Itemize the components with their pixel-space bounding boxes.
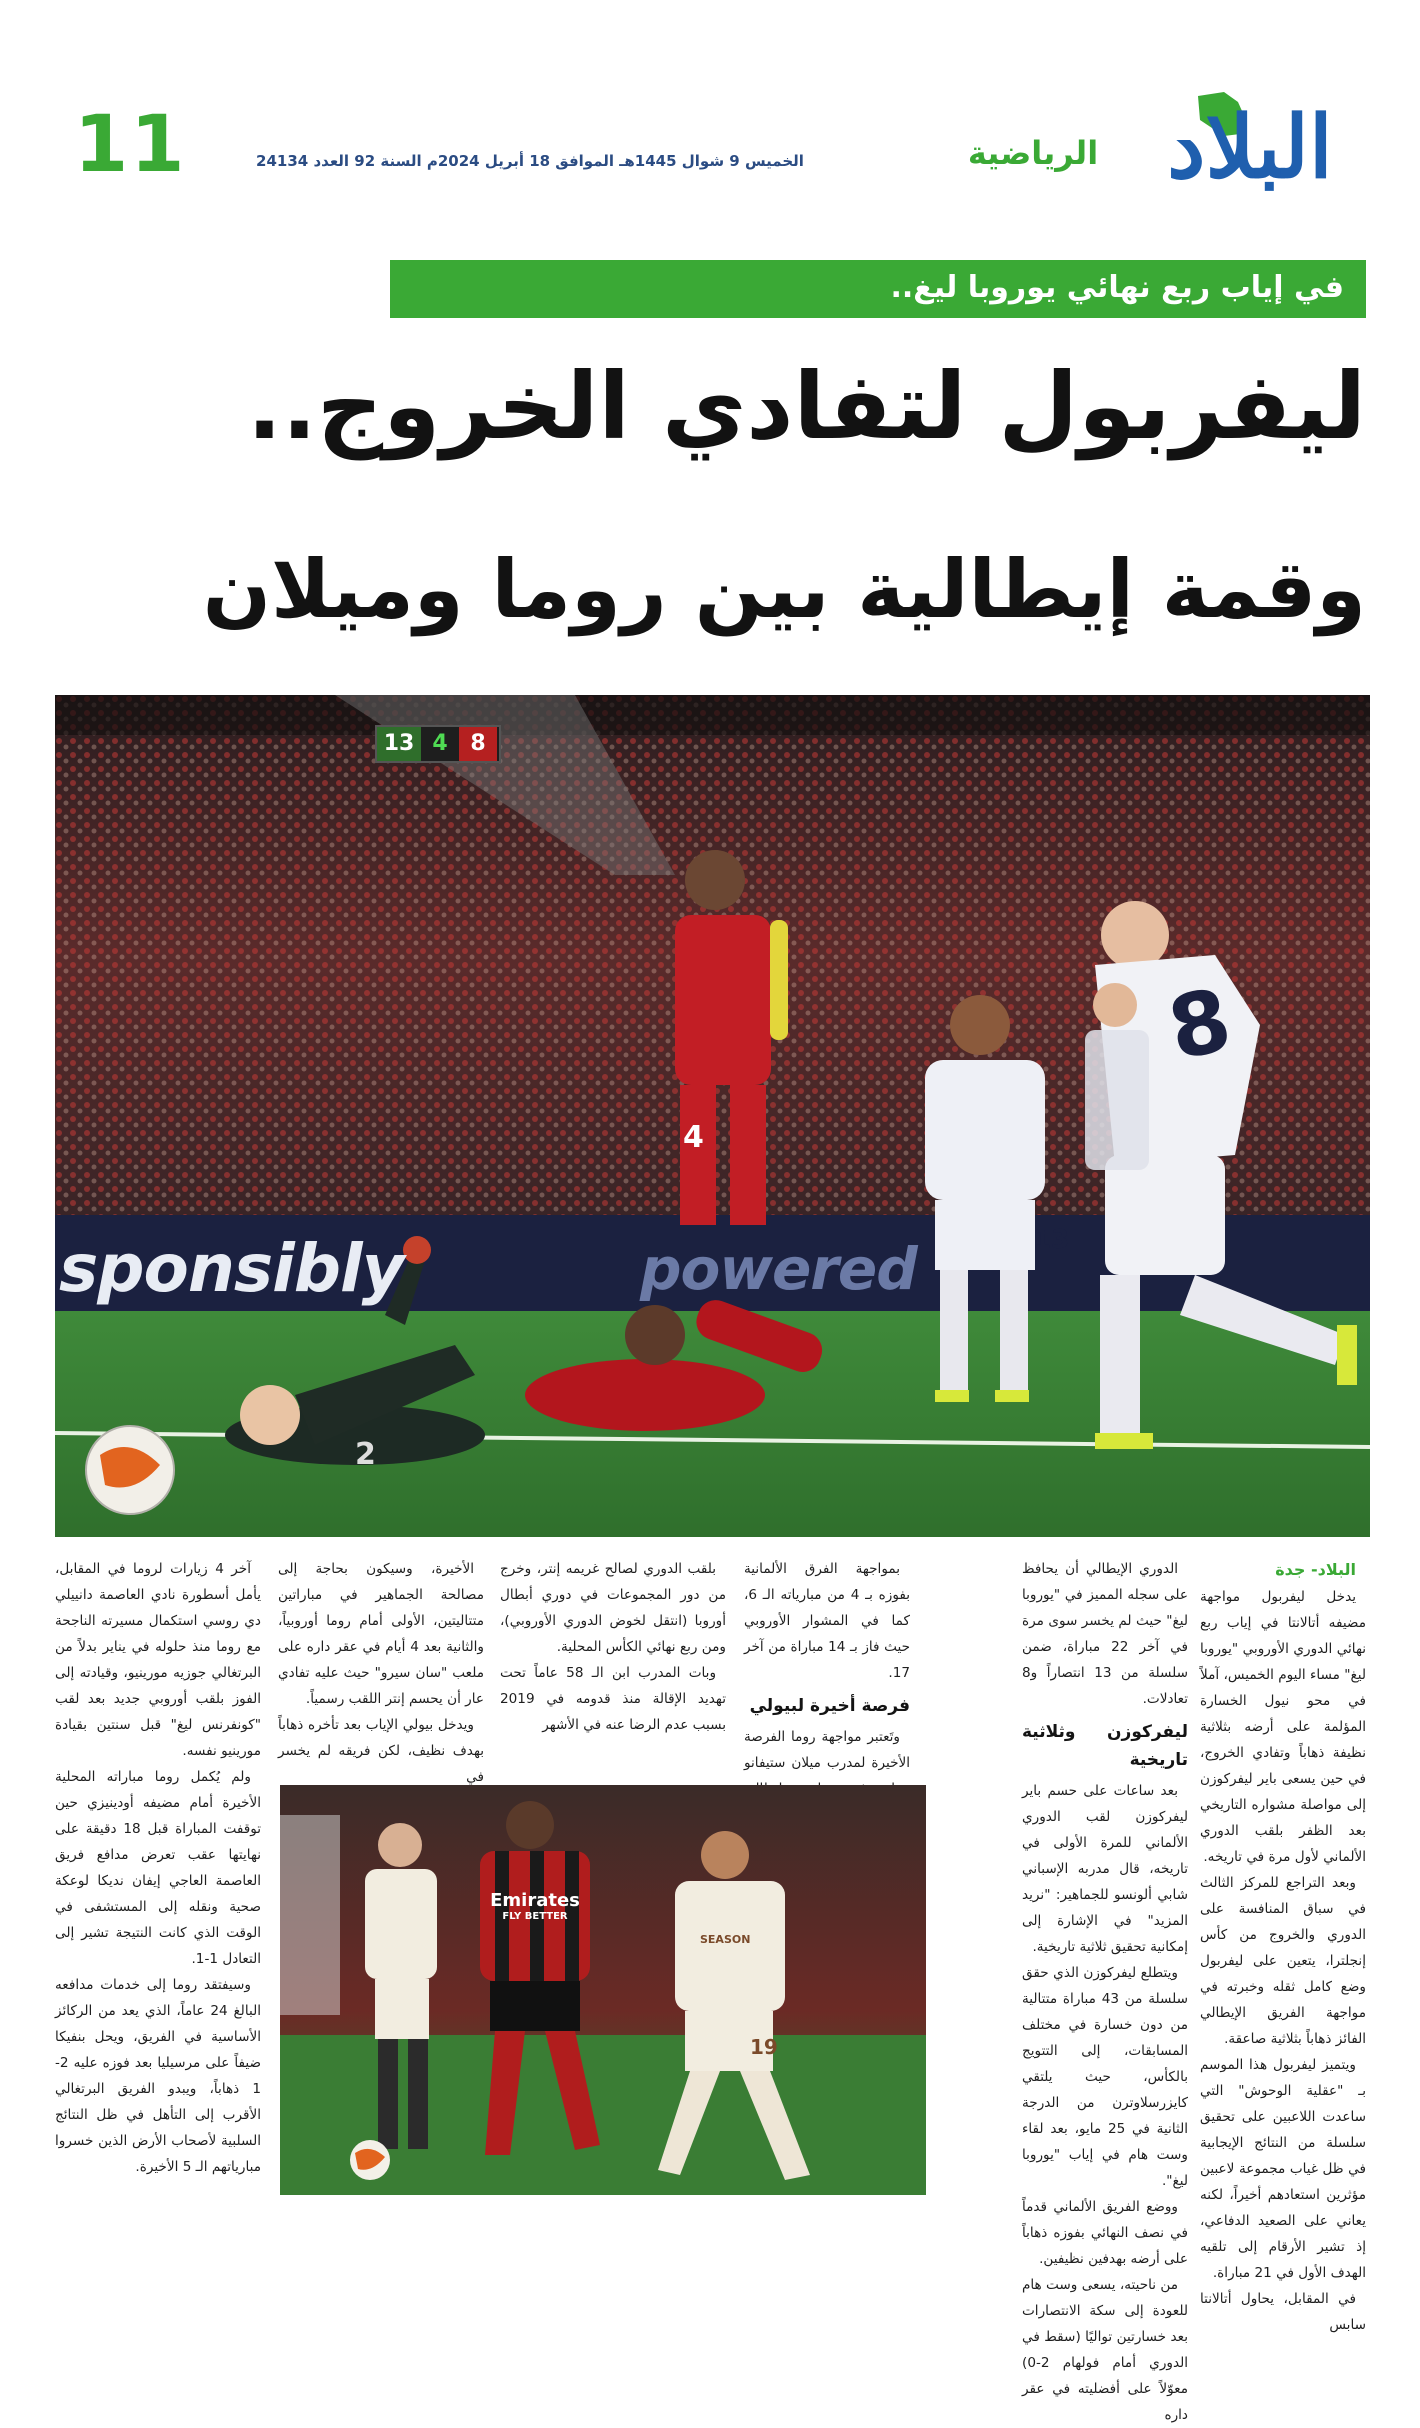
article-column-4 xyxy=(500,1556,726,1778)
ad-board-text-left: sponsibly xyxy=(59,1230,404,1307)
paragraph: في المقابل، يحاول أتالانتا سابس xyxy=(1200,2291,1366,2333)
ad-board-text-right: powered xyxy=(640,1235,917,1303)
secondary-headline: وقمة إيطالية بين روما وميلان xyxy=(202,543,1366,636)
milan-roma-scene xyxy=(280,1785,926,2195)
article-column-6 xyxy=(55,1556,261,2216)
article-column-5 xyxy=(278,1556,484,1785)
paragraph: ولم يُكمل روما مباراته المحلية الأخيرة أمام مضيفه أودينيزي حين توقفت المباراة قبل 18 دقيقة على نهايتها عقب تعرض مدافع فريق العاصمة العاجي إيفان نديكا لوعكة صحية ونقله إلى المستشفى في الوقت الذي كانت النتيجة تشير إلى التعادل 1-1. xyxy=(55,1769,262,1967)
page-number: 11 xyxy=(74,100,187,190)
shirt-sponsor-sub: FLY BETTER xyxy=(502,1911,568,1922)
main-photo xyxy=(55,695,1370,1537)
football xyxy=(350,2140,390,2180)
article-column-2 xyxy=(1022,1556,1188,2423)
stadium-scoreboard xyxy=(375,725,501,763)
paragraph: بعد ساعات على حسم باير ليفركوزن لقب الدوري الألماني للمرة الأولى في تاريخه، قال مدربه الإسباني شابي ألونسو للجماهير: "نريد المزيد" في الإشارة إلى إمكانية تحقيق ثلاثية تاريخية. xyxy=(1022,1783,1188,1955)
paragraph: ويدخل بيولي الإياب بعد تأخره ذهاباً بهدف نظيف، لكن فريقه لم يخسر في xyxy=(278,1717,484,1785)
paragraph: ووضع الفريق الألماني قدماً في نصف النهائي بفوزه ذهاباً على أرضه بهدفين نظيفين. xyxy=(1022,2199,1188,2267)
byline: البلاد- جدة xyxy=(1275,1560,1356,1579)
roma-season-text: SEASON xyxy=(700,1933,751,1946)
second-photo xyxy=(280,1785,926,2195)
paragraph: من ناحيته، يسعى وست هام للعودة إلى سكة الانتصارات بعد خسارتين تواليًا (سقط في الدوري أمام فولهام 2-0) معوّلاً على أفضليته في عقر داره xyxy=(1022,2277,1188,2423)
paragraph: يدخل ليفربول مواجهة مضيفه أتالانتا في إياب ربع نهائي الدوري الأوروبي "يوروبا ليغ" مساء اليوم الخميس، آملاً في محو نيول الخسارة المؤلمة على أرضه بثلاثية نظيفة ذهاباً وتفادي الخروج، في حين يسعى باير ليفركوزن إلى مواصلة مشواره التاريخي بعد الظفر بلقب الدوري الألماني لأول مرة في تاريخه. xyxy=(1200,1589,1366,1865)
goal-net xyxy=(280,1815,340,2015)
main-headline: ليفربول لتفادي الخروج.. xyxy=(246,353,1366,460)
kit-number-midfielder: 13 xyxy=(1033,1225,1070,1255)
match-scene xyxy=(55,695,1370,1537)
issue-date-line: الخميس 9 شوال 1445هـ الموافق 18 أبريل 2024م السنة 92 العدد 24134 xyxy=(256,152,804,170)
paragraph: بلقب الدوري لصالح غريمه إنتر، وخرج من دور المجموعات في دوري أبطال أوروبا (انتقل لخوض الدوري الأوروبي)، ومن ربع نهائي الكأس المحلية. xyxy=(500,1561,726,1655)
paragraph: ويتميز ليفربول هذا الموسم بـ "عقلية الوحوش" التي ساعدت اللاعبين على تحقيق سلسلة من النتائج الإيجابية في ظل غياب مجموعة لاعبين مؤثرين استعادهم أخيراً، لكنه يعاني على الصعيد الدفاعي، إذ تشير الأرقام إلى تلقيه الهدف الأول في 21 مباراة. xyxy=(1200,2057,1366,2281)
paragraph: بمواجهة الفرق الألمانية بفوزه بـ 4 من مبارياته الـ 6، كما في المشوار الأوروبي حيث فاز بـ 14 مباراة من آخر 17. xyxy=(744,1561,911,1681)
article-column-1 xyxy=(1200,1556,1366,2333)
kit-number-keeper: 2 xyxy=(355,1437,376,1472)
subheading: فرصة أخيرة لبيولي xyxy=(749,1696,910,1716)
paragraph: وبات المدرب ابن الـ 58 عاماً تحت تهديد الإقالة منذ قدومه في 2019 بسبب عدم الرضا عنه في الأشهر xyxy=(500,1665,726,1733)
kit-number-forward: 8 xyxy=(1160,969,1240,1081)
kicker-bar xyxy=(390,260,1366,318)
scoreboard-cell: 13 xyxy=(377,727,421,761)
logo-wordmark: البلاد xyxy=(1167,97,1333,198)
paragraph: الأخيرة، وسيكون بحاجة إلى مصالحة الجماهير في مباراتين متتاليتين، الأولى أمام روما أوروبياً، والثانية بعد 4 أيام في عقر داره على ملعب "سان سيرو" حيث عليه تفادي عار أن يحسم إنتر اللقب رسمياً. xyxy=(278,1561,484,1707)
paragraph: وسيفتقد روما إلى خدمات مدافعه البالغ 24 عاماً، الذي يعد من الركائز الأساسية في الفريق، ويحل بنفيكا ضيفاً على مرسيليا بعد فوزه عليه 2-1 ذهاباً، ويبدو الفريق البرتغالي الأقرب إلى التأهل في ظل النتائج السلبية لأصحاب الأرض الذين خسروا مبارياتهم الـ 5 الأخيرة. xyxy=(55,1977,261,2175)
shirt-sponsor: Emirates xyxy=(490,1890,580,1911)
kit-number-defender: 4 xyxy=(683,1120,704,1155)
paragraph: الدوري الإيطالي أن يحافظ على سجله المميز في "يوروبا ليغ" حيث لم يخسر سوى مرة في آخر 22 مباراة، ضمن سلسلة من 13 انتصاراً و8 تعادلات. xyxy=(1022,1561,1188,1707)
kit-number-roma: 19 xyxy=(750,2035,778,2059)
scoreboard-cell: 8 xyxy=(459,727,497,761)
subheading: ليفركوزن وثلاثية تاريخية xyxy=(1022,1722,1188,1770)
football xyxy=(86,1426,174,1514)
paragraph: وبعد التراجع للمركز الثالث في سباق المنافسة على الدوري والخروج من كأس إنجلترا، يتعين على ليفربول وضع كامل ثقله وخبرته في مواجهة الفريق الإيطالي الفائز ذهاباً بثلاثية صاعقة. xyxy=(1200,1875,1366,2047)
roof-shadow xyxy=(55,695,1370,735)
scoreboard-cell: 4 xyxy=(421,727,459,761)
article-column-3 xyxy=(744,1556,910,1778)
paragraph: آخر 4 زيارات لروما في المقابل، يأمل أسطورة نادي العاصمة دانييلي دي روسي استكمال مسيرته الناجحة مع روما منذ حلوله في يناير بدلاً من البرتغالي جوزيه مورينيو، وقيادته إلى الفوز بلقب أوروبي جديد بعد لقب "كونفرنس ليغ" قبل سنتين بقيادة مورينيو نفسه. xyxy=(55,1561,261,1759)
section-label: الرياضية xyxy=(967,134,1099,172)
paragraph: ويتطلع ليفركوزن الذي حقق سلسلة من 43 مباراة متتالية من دون خسارة في مختلف المسابقات، إلى التتويج بالكأس، حيث يلتقي كايزرسلاوترن من الدرجة الثانية في 25 مايو، بعد لقاء وست هام في إياب "يوروبا ليغ". xyxy=(1022,1965,1188,2189)
kicker-text: في إياب ربع نهائي يوروبا ليغ.. xyxy=(890,270,1344,305)
paragraph: وتَعتبر مواجهة روما الفرصة الأخيرة لمدرب ميلان ستيفانو xyxy=(744,1729,910,1771)
